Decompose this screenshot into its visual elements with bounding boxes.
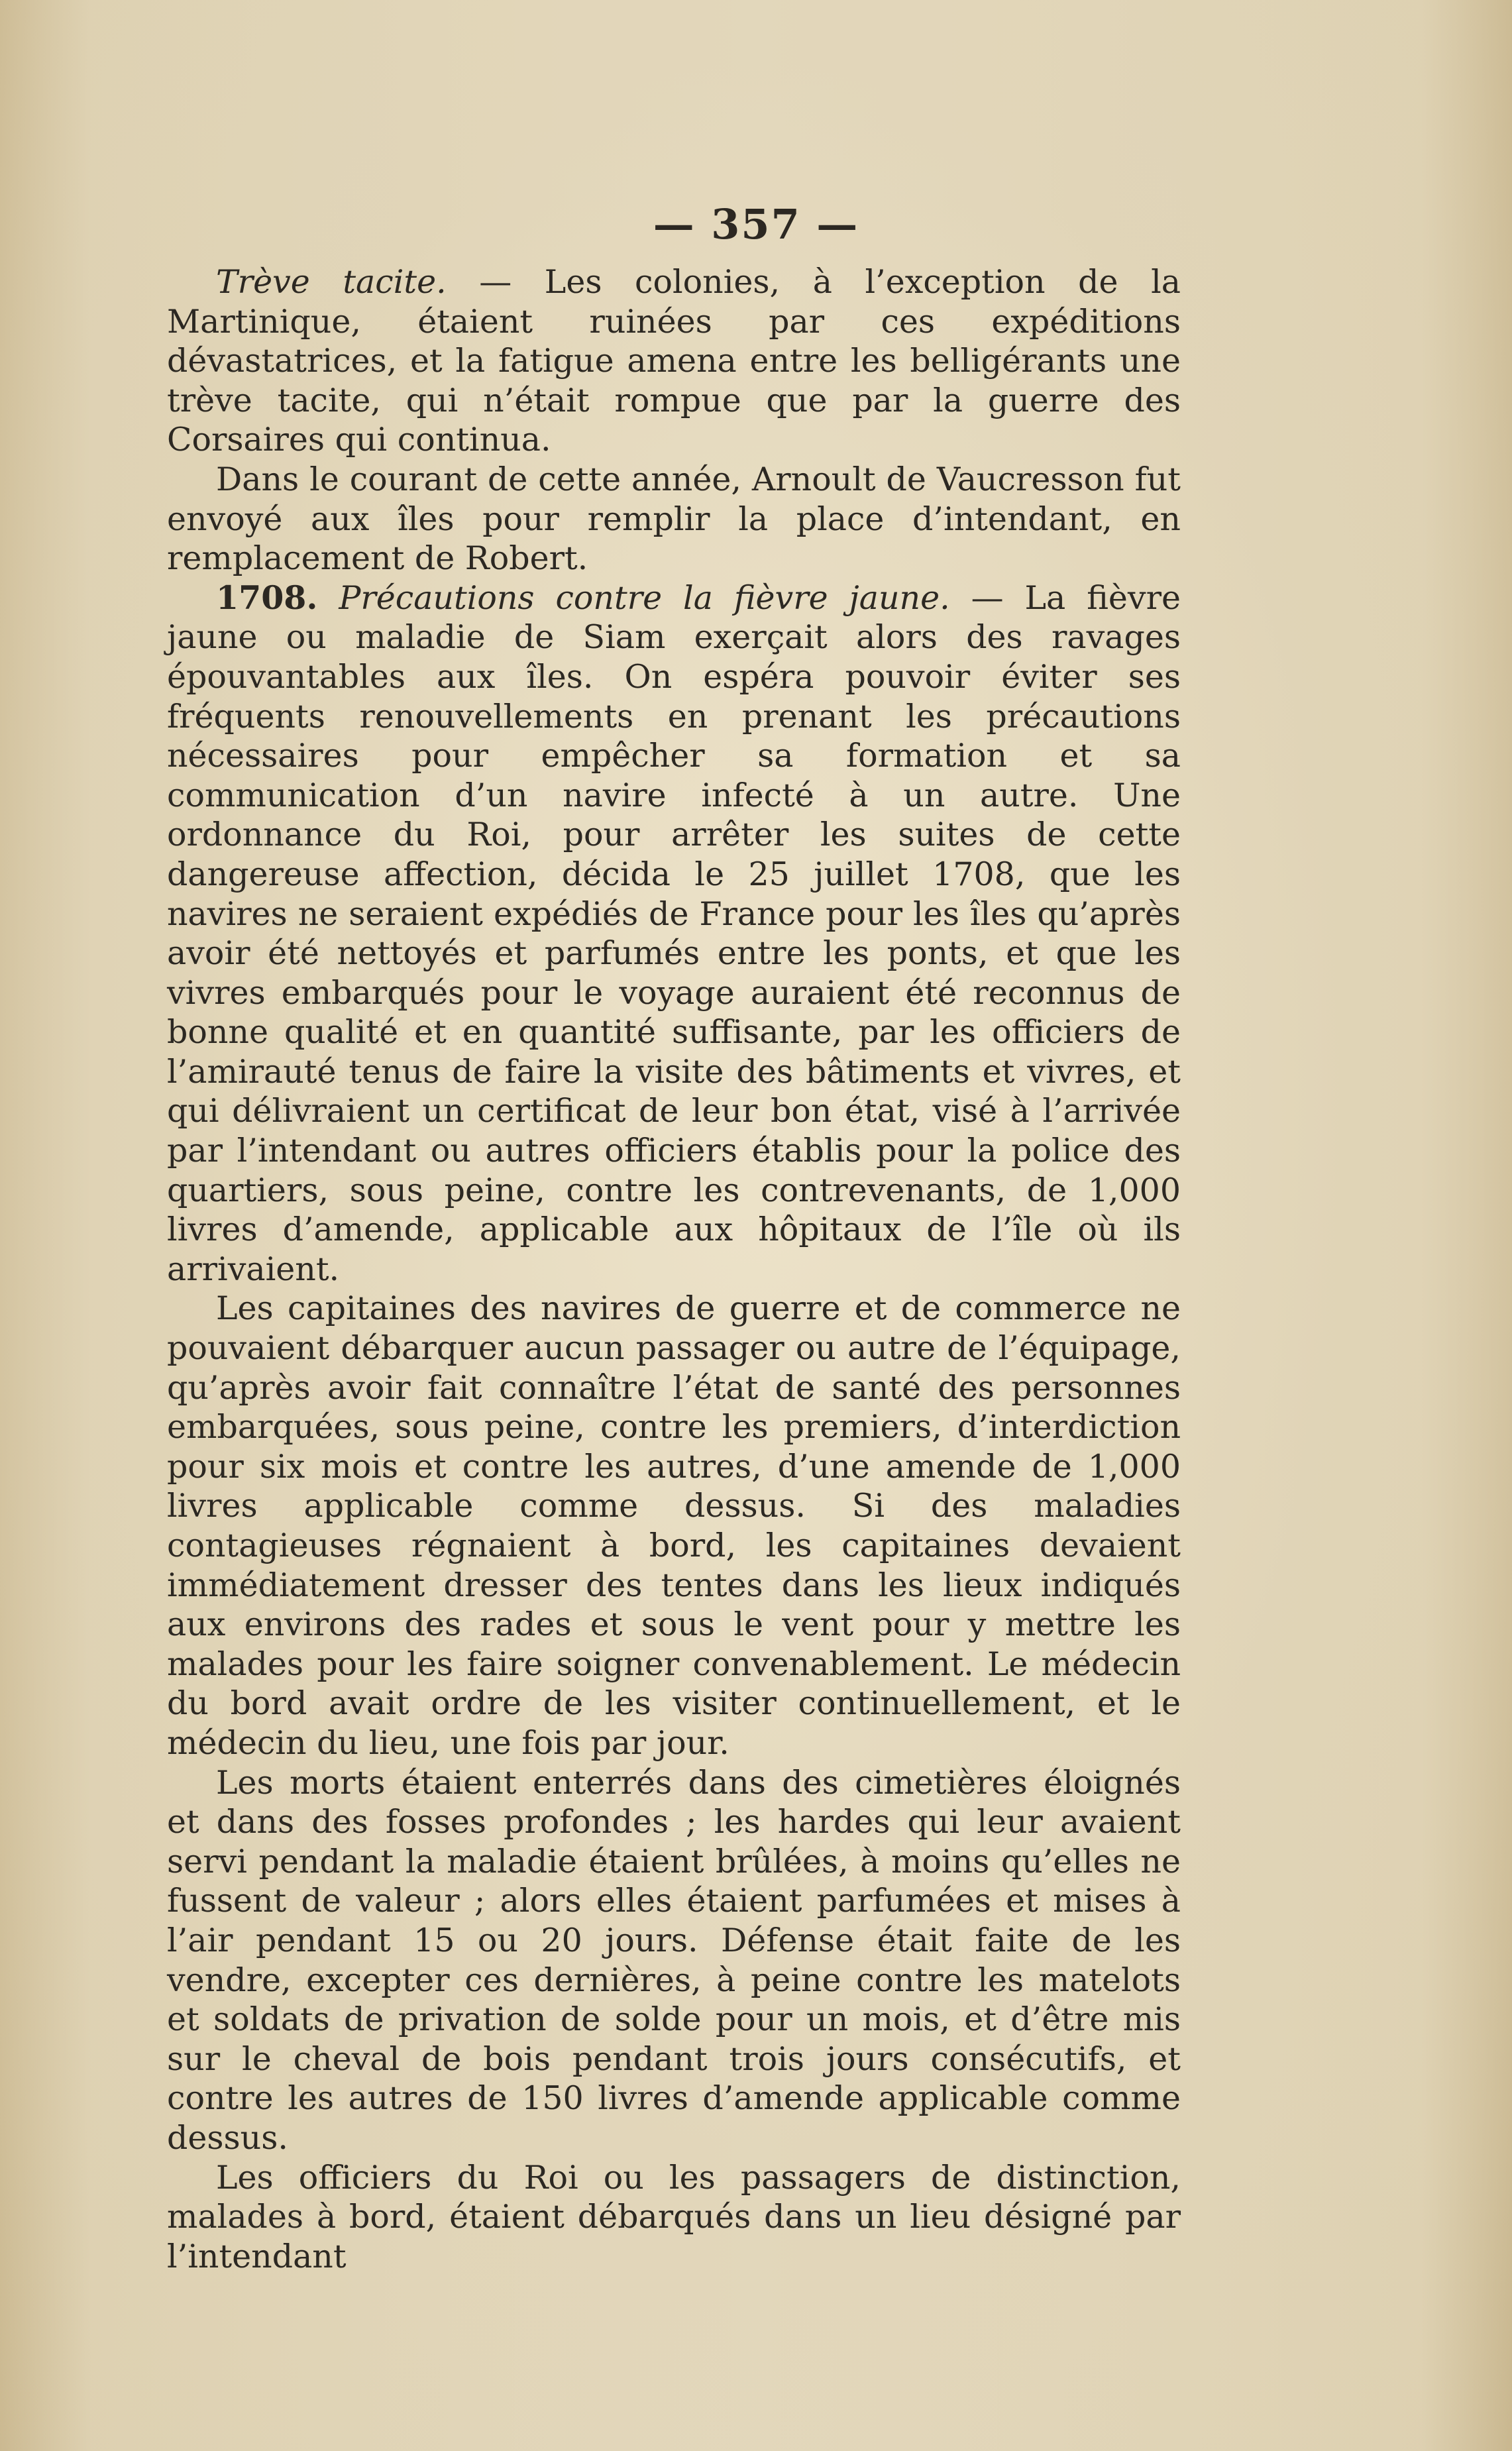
paragraph-vaucresson	[167, 460, 1181, 578]
paragraph-morts	[167, 1763, 1181, 2158]
paragraph-fievre-jaune	[167, 578, 1181, 1289]
paragraph-text: — La fièvre jaune ou maladie de Siam exerçait alors des ravages épouvantables aux îles. On espéra pouvoir éviter ses fréquents renouvellements en prenant les précautions nécessaires pour empêcher sa formation et sa communication d’un navire infecté à un autre. Une ordonnance du Roi, pour arrêter les suites de cette dangereuse affection, décida le 25 juillet 1708, que les navires ne seraient expédiés de France pour les îles qu’après avoir été nettoyés et parfumés entre les ponts, et que les vivres embarqués pour le voyage auraient été reconnus de bonne qualité et en quantité suffisante, par les officiers de l’amirauté tenus de faire la visite des bâtiments et vivres, et qui délivraient un certificat de leur bon état, visé à l’arrivée par l’intendant ou autres officiers établis pour la police des quartiers, sous peine, contre les contrevenants, de 1,000 livres d’amende, applicable aux hôpitaux de l’île où ils arrivaient.	[167, 578, 1181, 1288]
paragraph-officiers	[167, 2158, 1181, 2277]
paragraph-text: Les officiers du Roi ou les passagers de distinction, malades à bord, étaient débarqués dans un lieu désigné par l’intendant	[167, 2158, 1181, 2275]
paragraph-text: Dans le courant de cette année, Arnoult de Vaucresson fut envoyé aux îles pour remplir la place d’intendant, en remplacement de Robert.	[167, 460, 1181, 578]
paragraph-text: Les capitaines des navires de guerre et de commerce ne pouvaient débarquer aucun passager ou autre de l’équipage, qu’après avoir fait connaître l’état de santé des personnes embarquées, sous peine, contre les premiers, d’interdiction pour six mois et contre les autres, d’une amende de 1,000 livres applicable comme dessus. Si des maladies contagieuses régnaient à bord, les capitaines devaient immédiatement dresser des tentes dans les lieux indiqués aux environs des rades et sous le vent pour y mettre les malades pour les faire soigner convenablement. Le médecin du bord avait ordre de les visiter continuellement, et le médecin du lieu, une fois par jour.	[167, 1289, 1181, 1762]
paragraph-year: 1708.	[216, 578, 318, 617]
paragraph-text: Les morts étaient enterrés dans des cimetières éloignés et dans des fosses profondes ; les hardes qui leur avaient servi pendant la maladie étaient brûlées, à moins qu’elles ne fussent de valeur ; alors elles étaient parfumées et mises à l’air pendant 15 ou 20 jours. Défense était faite de les vendre, excepter ces dernières, à peine contre les matelots et soldats de privation de solde pour un mois, et d’être mis sur le cheval de bois pendant trois jours consécutifs, et contre les autres de 150 livres d’amende applicable comme dessus.	[167, 1763, 1181, 2157]
paragraph-capitaines	[167, 1289, 1181, 1763]
paragraph-text: — Les colonies, à l’exception de la Martinique, étaient ruinées par ces expéditions dévastatrices, et la fatigue amena entre les belligérants une trève tacite, qui n’était rompue que par la guerre des Corsaires qui continua.	[167, 263, 1181, 459]
paragraph-heading: Précautions contre la fièvre jaune.	[317, 578, 950, 617]
paragraph-treve-tacite	[167, 262, 1181, 460]
page-number: — 357 —	[653, 200, 859, 248]
paragraph-heading: Trève tacite.	[216, 263, 447, 301]
body-text	[167, 262, 1181, 2276]
